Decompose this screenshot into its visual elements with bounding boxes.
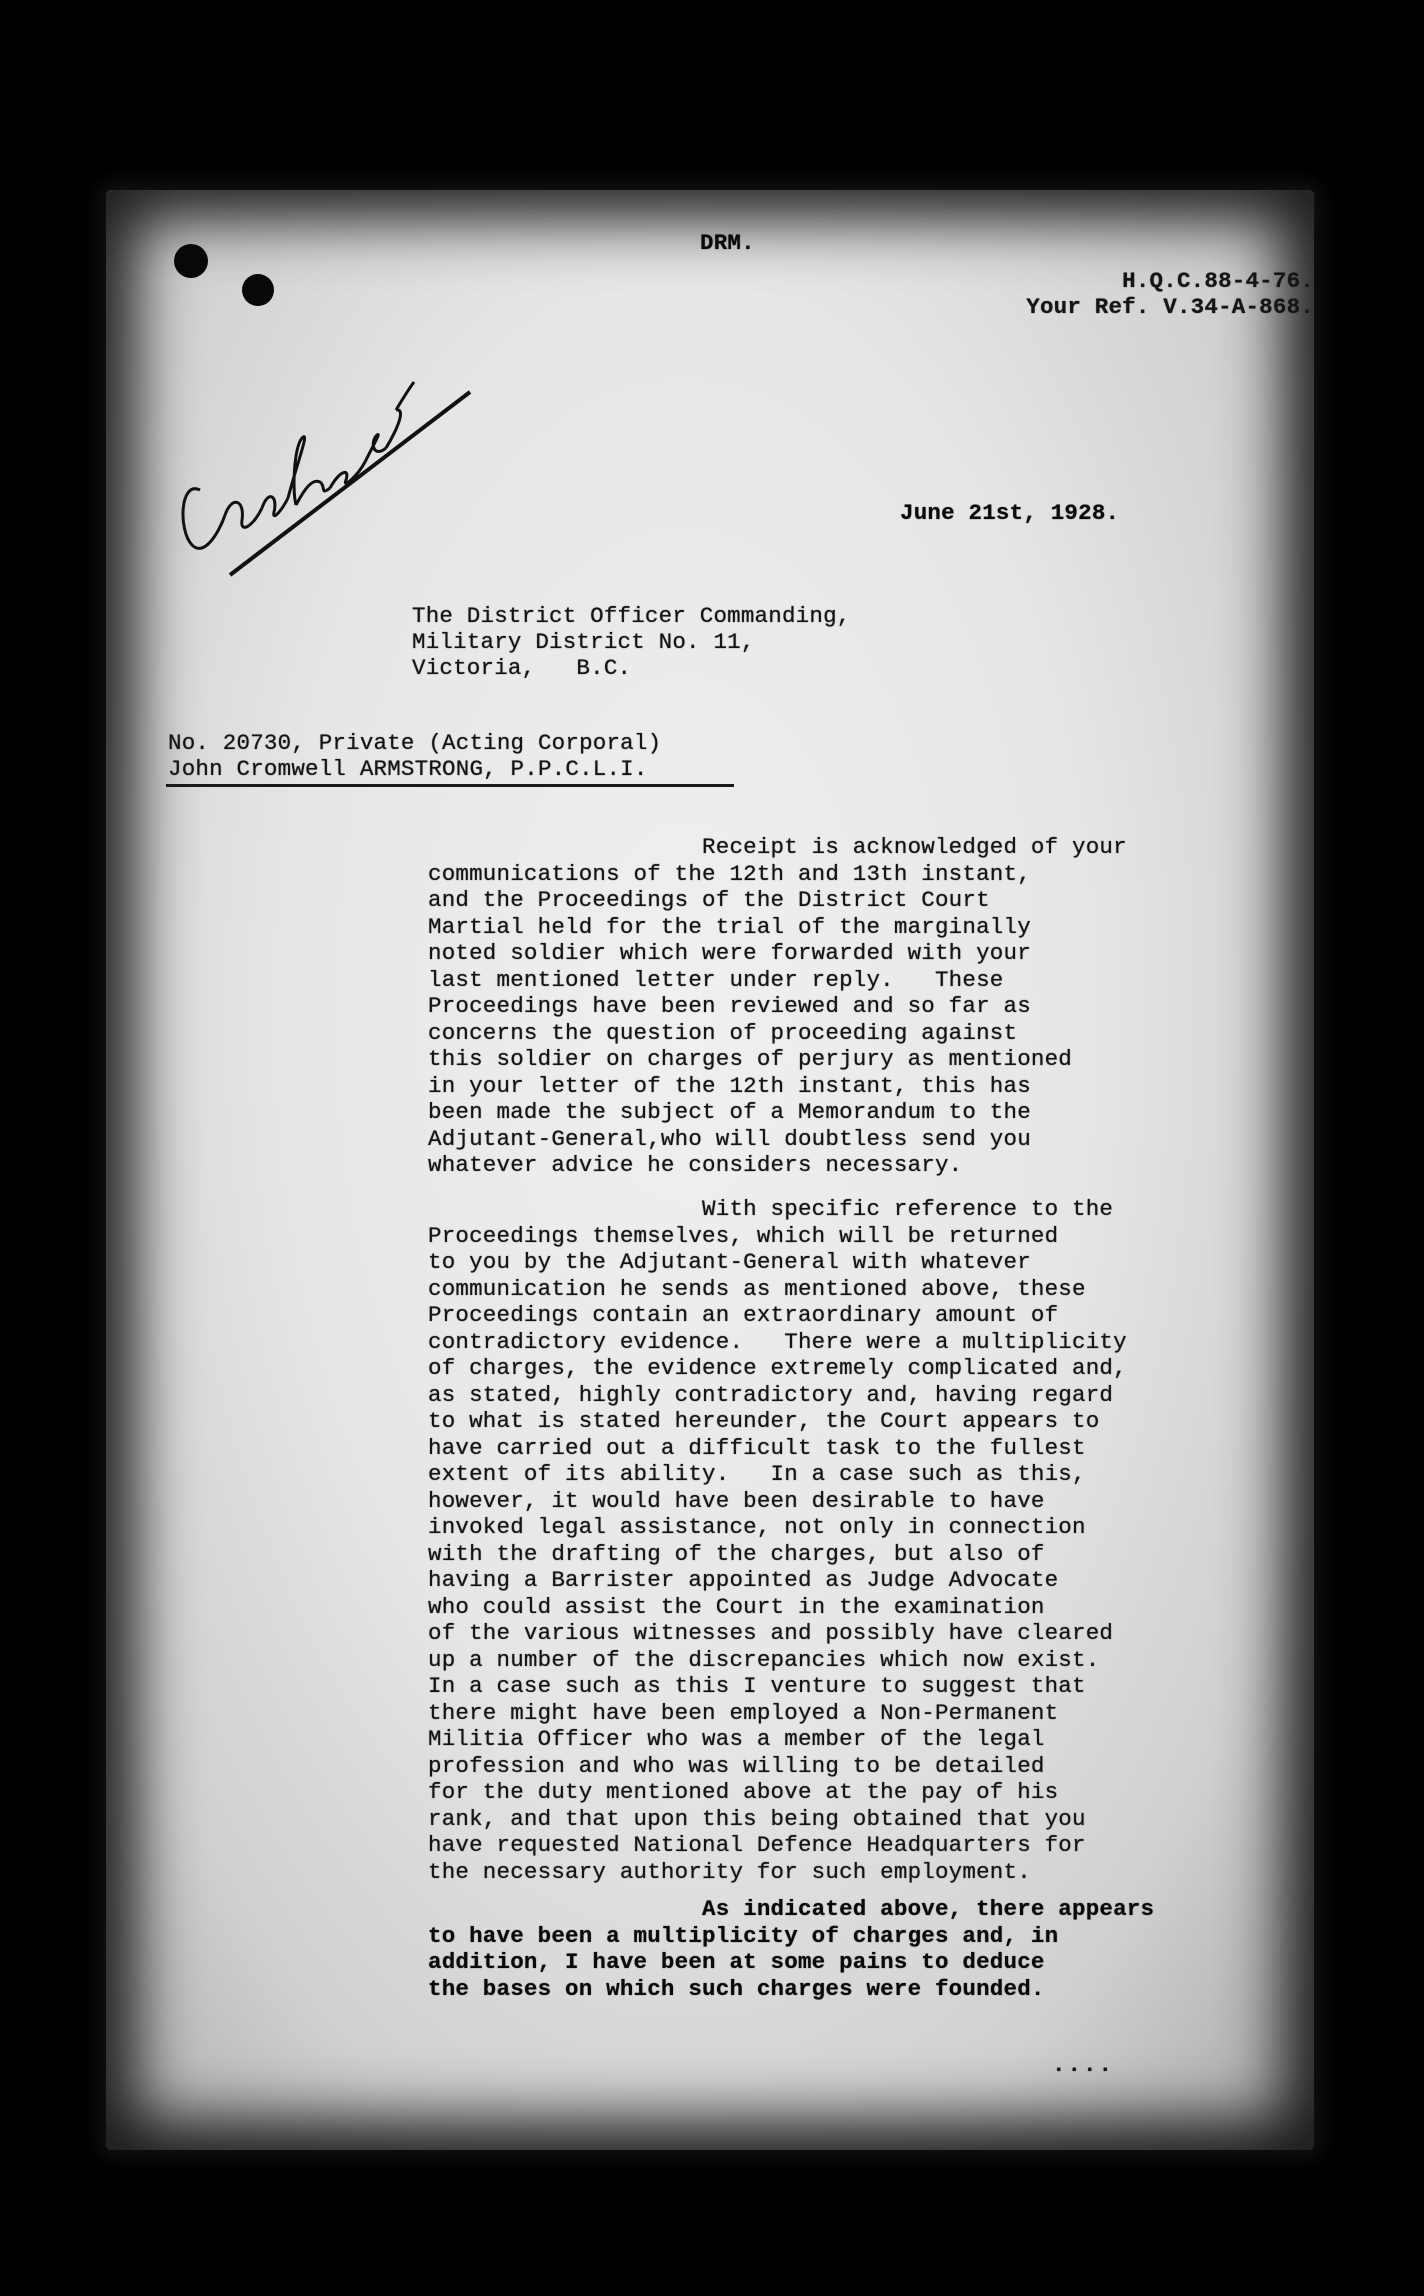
file-reference: H.Q.C.88-4-76. bbox=[1122, 268, 1314, 294]
paragraph-line: Proceedings have been reviewed and so far as bbox=[428, 993, 1031, 1019]
paragraph-line: whatever advice he considers necessary. bbox=[428, 1152, 963, 1178]
paragraph-line: With specific reference to the bbox=[428, 1196, 1114, 1222]
paragraph-line: there might have been employed a Non-Permanent bbox=[428, 1699, 1059, 1726]
paragraph-line: as stated, highly contradictory and, having regard bbox=[428, 1381, 1114, 1408]
paragraph-line: profession and who was willing to be detailed bbox=[428, 1752, 1045, 1779]
body-paragraph-3 bbox=[428, 1896, 1154, 2002]
paragraph-line: of charges, the evidence extremely complicated and, bbox=[428, 1355, 1127, 1381]
subject-line: John Cromwell ARMSTRONG, P.P.C.L.I. bbox=[168, 756, 648, 782]
paragraph-line: Martial held for the trial of the marginally bbox=[428, 913, 1031, 940]
paragraph-line: invoked legal assistance, not only in connection bbox=[428, 1514, 1086, 1540]
continuation-dots: .... bbox=[1052, 2052, 1115, 2078]
paragraph-line: to have been a multiplicity of charges and, in bbox=[428, 1922, 1059, 1949]
paragraph-line: however, it would have been desirable to have bbox=[428, 1487, 1045, 1514]
paragraph-line: the bases on which such charges were founded. bbox=[428, 1975, 1045, 2002]
paragraph-line: communication he sends as mentioned above, these bbox=[428, 1275, 1086, 1302]
paragraph-line: to you by the Adjutant-General with whatever bbox=[428, 1249, 1031, 1275]
paragraph-line: and the Proceedings of the District Court bbox=[428, 887, 990, 913]
paragraph-line: concerns the question of proceeding against bbox=[428, 1019, 1018, 1046]
paragraph-line: have carried out a difficult task to the fullest bbox=[428, 1434, 1086, 1461]
paragraph-line: been made the subject of a Memorandum to the bbox=[428, 1099, 1031, 1125]
paragraph-line: who could assist the Court in the examination bbox=[428, 1593, 1045, 1620]
paragraph-line: Adjutant-General,who will doubtless send you bbox=[428, 1125, 1031, 1152]
paragraph-line: As indicated above, there appears bbox=[428, 1896, 1155, 1922]
paragraph-line: in your letter of the 12th instant, this has bbox=[428, 1072, 1031, 1099]
body-paragraph-2 bbox=[428, 1196, 1127, 1885]
paragraph-line: noted soldier which were forwarded with your bbox=[428, 940, 1031, 966]
addressee-line: Victoria, B.C. bbox=[412, 655, 632, 681]
paragraph-line: rank, and that upon this being obtained that you bbox=[428, 1805, 1086, 1832]
paragraph-line: to what is stated hereunder, the Court appears to bbox=[428, 1408, 1100, 1434]
paragraph-line: communications of the 12th and 13th instant, bbox=[428, 860, 1031, 887]
paragraph-line: addition, I have been at some pains to deduce bbox=[428, 1949, 1045, 1975]
punch-hole-top bbox=[174, 244, 208, 278]
paragraph-line: of the various witnesses and possibly have cleared bbox=[428, 1620, 1114, 1646]
paragraph-line: the necessary authority for such employment. bbox=[428, 1858, 1031, 1885]
paragraph-line: contradictory evidence. There were a multiplicity bbox=[428, 1328, 1127, 1355]
letter-date: June 21st, 1928. bbox=[900, 500, 1120, 526]
punch-hole-bottom bbox=[242, 274, 274, 306]
paragraph-line: extent of its ability. In a case such as this, bbox=[428, 1461, 1086, 1487]
paragraph-line: this soldier on charges of perjury as mentioned bbox=[428, 1046, 1073, 1072]
paragraph-line: In a case such as this I venture to suggest that bbox=[428, 1673, 1086, 1699]
paragraph-line: have requested National Defence Headquarters for bbox=[428, 1832, 1086, 1858]
body-paragraph-1 bbox=[428, 834, 1127, 1179]
center-code: DRM. bbox=[700, 230, 755, 256]
handwritten-confidential-annotation bbox=[170, 330, 500, 590]
addressee-line: Military District No. 11, bbox=[412, 629, 755, 655]
paragraph-line: with the drafting of the charges, but also of bbox=[428, 1540, 1045, 1567]
paragraph-line: for the duty mentioned above at the pay of his bbox=[428, 1779, 1059, 1805]
paragraph-line: having a Barrister appointed as Judge Advocate bbox=[428, 1567, 1059, 1593]
paragraph-line: Militia Officer who was a member of the legal bbox=[428, 1726, 1045, 1752]
paragraph-line: up a number of the discrepancies which now exist. bbox=[428, 1646, 1100, 1673]
subject-underline bbox=[166, 784, 734, 787]
subject-line: No. 20730, Private (Acting Corporal) bbox=[168, 730, 662, 756]
paragraph-line: last mentioned letter under reply. These bbox=[428, 966, 1004, 993]
paragraph-line: Proceedings contain an extraordinary amount of bbox=[428, 1302, 1059, 1328]
paragraph-line: Receipt is acknowledged of your bbox=[428, 834, 1127, 860]
your-reference: Your Ref. V.34-A-868. bbox=[1026, 294, 1314, 320]
paragraph-line: Proceedings themselves, which will be returned bbox=[428, 1222, 1059, 1249]
addressee-line: The District Officer Commanding, bbox=[412, 603, 851, 629]
